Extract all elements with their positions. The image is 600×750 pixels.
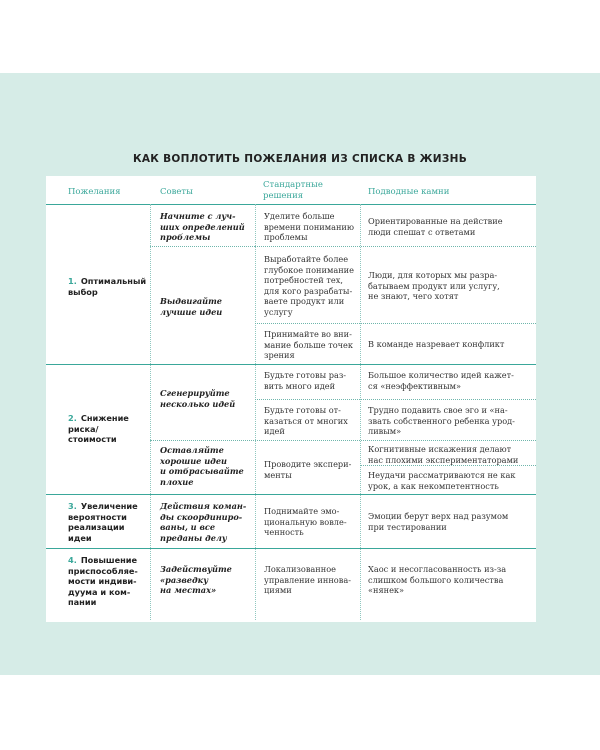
advice-1a: Начните с луч- ших определений проблемы [160,211,245,243]
pitfall-3: Эмоции берут верх над разумом при тестировании [368,511,509,532]
pitfall-2a: Большое количество идей кажет- ся «неэффективным» [368,370,514,391]
column-divider [150,204,151,620]
standard-4: Локализованное управление иннова- циями [264,564,351,596]
table-header [46,176,536,204]
group-divider [46,494,536,495]
pitfall-2d: Неудачи рассматриваются не как урок, а как некомпетентность [368,470,516,491]
column-divider [255,204,256,620]
advice-4: Задействуйте «разведку на местах» [160,564,232,596]
pitfall-1c: В команде назревает конфликт [368,339,505,349]
pitfall-2b: Трудно подавить свое эго и «на- звать собственного ребенка урод- ливым» [368,405,515,437]
group-divider [46,548,536,549]
standard-1c: Принимайте во вни- мание больше точек зрения [264,329,354,361]
column-divider [360,204,361,620]
page-title: КАК ВОПЛОТИТЬ ПОЖЕЛАНИЯ ИЗ СПИСКА В ЖИЗНЬ [132,153,468,165]
advice-1b: Выдвигайте лучшие идеи [160,296,223,317]
standard-1a: Уделите больше времени пониманию проблемы [264,211,355,243]
row-divider [255,246,536,247]
header-advice: Советы [160,187,193,197]
header-divider [46,204,536,205]
header-wishes: Пожелания [68,187,121,197]
pitfall-4: Хаос и несогласованность из-за слишком большого количества «нянек» [368,564,507,596]
wish-2: 2. Снижение риска/ стоимости [68,413,129,445]
standard-2c: Проводите экспери- менты [264,459,352,480]
wish-1: 1. Оптимальный выбор [68,276,147,297]
header-pitfalls: Подводные камни [368,187,450,197]
row-divider [255,323,536,324]
row-divider [150,440,536,441]
standard-2a: Будьте готовы раз- вить много идей [264,370,347,391]
group-divider [46,364,536,365]
pitfall-1b: Люди, для которых мы разра- батываем продукт или услугу, не знают, чего хотят [368,270,500,302]
row-divider [255,399,536,400]
wish-3: 3. Увеличение вероятности реализации идеи [68,501,138,543]
advice-2a: Сгенерируйте несколько идей [160,388,236,409]
advice-2b: Оставляйте хорошие идеи и отбрасывайте плохие [160,445,244,487]
wish-4: 4. Повышение приспособляе- мости индиви- дуума и ком- пании [68,555,138,608]
standard-2b: Будьте готовы от- казаться от многих идей [264,405,348,437]
standard-3: Поднимайте эмо- циональную вовле- ченность [264,506,347,538]
table-panel [46,176,536,622]
header-standard: Стандартные решения [263,180,323,201]
advice-3: Действия коман- ды скоординиро- ваны, и все преданы делу [160,501,247,543]
standard-1b: Выработайте более глубокое понимание потребностей тех, для кого разрабаты- ваете продукт или услугу [264,254,354,317]
row-divider [150,246,255,247]
pitfall-2c: Когнитивные искажения делают нас плохими экспериментаторами [368,444,519,465]
pitfall-1a: Ориентированные на действие люди спешат с ответами [368,216,503,237]
